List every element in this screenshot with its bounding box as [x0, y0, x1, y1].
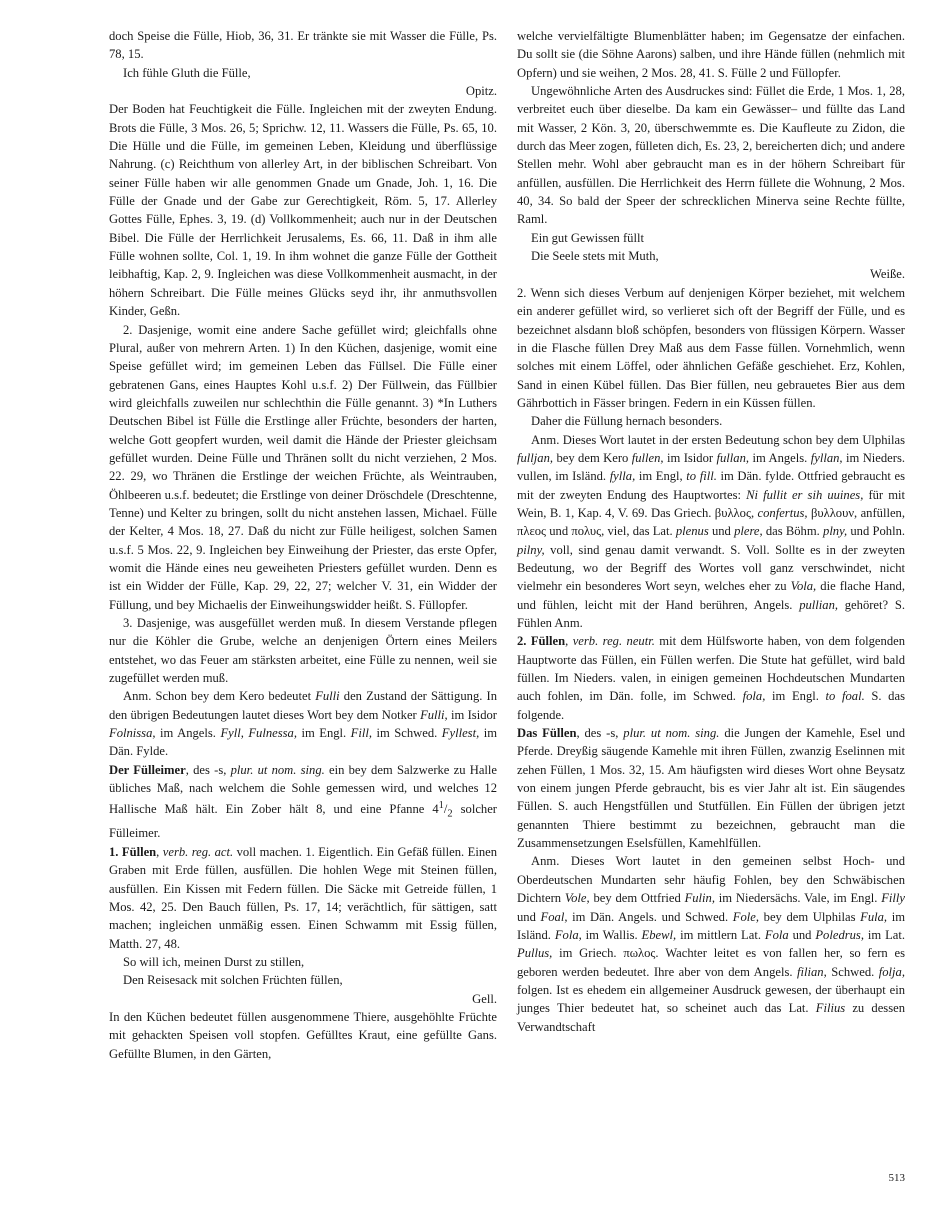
quote-author: Gell.	[472, 991, 497, 1006]
left-column	[109, 27, 497, 1063]
quote-author: Opitz.	[465, 84, 497, 99]
verse-line: Ein gut Gewissen füllt	[531, 230, 644, 245]
verse-line: Den Reisesack mit solchen Früchten füllen,	[123, 973, 343, 988]
paragraph: Daher die Füllung hernach besonders.	[531, 414, 723, 429]
verse-line: Die Seele stets mit Muth,	[531, 249, 659, 264]
verse-line: Ich fühle Gluth die Fülle,	[123, 65, 251, 80]
paragraph: In den Küchen bedeutet füllen ausgenommene Thiere, ausgehöhlte Früchte mit gehackten Speisen voll stopfen. Gefülltes Kraut, eine gefüllte Gans. Gefüllte Blumen, in den Gärten,	[109, 1009, 497, 1061]
paragraph: Ungewöhnliche Arten des Ausdruckes sind: Füllet die Erde, 1 Mos. 1, 28, verbreitet euch über dieselbe. Da kam ein Gewässer– und füllte das Land mit Wasser, 2 Kön. 3, 20, überschwemmte es. Die Kaufleute zu Zidon, die durch das Meer zogen, fülleten dich, Es. 23, 2, bereicherten dich; und andere Stellen mehr. Wohl aber gebraucht man es in der höhern Schreibart für anfüllen, ausfüllen. Die Herrlichkeit des Herrn füllete die Wohnung, 2 Mos. 40, 34. So bald der Speer der schrecklichen Minerva seine Rechte füllte, Raml.	[517, 84, 905, 227]
right-column	[517, 27, 905, 1036]
paragraph: doch Speise die Fülle, Hiob, 36, 31. Er tränkte sie mit Wasser die Fülle, Ps. 78, 15.	[109, 29, 497, 62]
quote-author: Weiße.	[869, 267, 905, 282]
paragraph: 2. Füllen, verb. reg. neutr. mit dem Hülfsworte haben, von dem folgenden Hauptworte das Füllen, ein Füllen werfen. Die Stute hat gefüllet, wird bald füllen. Im Nieders. valen, in einigen gemeinen Hochdeutschen Mundarten auch fohlen, im Dän. folle, im Schwed. fola, im Engl. to foal. S. das folgende.	[517, 634, 906, 722]
page-number: 513	[888, 1172, 905, 1184]
paragraph: Der Boden hat Feuchtigkeit die Fülle. Ingleichen mit der zweyten Endung. Brots die Fülle, 3 Mos. 26, 5; Sprichw. 12, 11. Wassers die Fülle, Ps. 65, 10. Die Hülle und die Fülle, im gemeinen Leben, Kleidung und überflüssige Nahrung. (c) Reichthum von allerley Art, in der biblischen Schreibart. Von seiner Fülle haben wir alle genommen Gnade um Gnade, Joh. 1, 16. Die Fülle der Gnade und der Gabe zur Gerechtigkeit, Röm. 5, 17. Allerley Gottes Fülle, Ephes. 3, 19. (d) Vollkommenheit; auch nur in der Deutschen Bibel. Die Fülle der Herrlichkeit Jerusalems, Es. 66, 11. Daß in ihm alle Fülle wohnen sollte, Col. 1, 19. In ihm wohnet die ganze Fülle der Gottheit leibhaftig, Kap. 2, 9. Ingleichen was diese Vollkommenheit ausmacht, in der höhern Schreibart. Die Fülle meines Glücks seyd ihr, ihr anmuthsvollen Kinder, Geßn.	[109, 102, 497, 319]
paragraph: Anm. Dieses Wort lautet in den gemeinen selbst Hoch- und Oberdeutschen Mundarten sehr häufig Fohlen, bey den Schwäbischen Dichtern Vole, bey dem Ottfried Fulin, im Niedersächs. Vale, im Engl. Filly und Foal, im Dän. Angels. und Schwed. Fole, bey dem Ulphilas Fula, im Isländ. Fola, im Wallis. Ebewl, im mittlern Lat. Fola und Poledrus, im Lat. Pullus, im Griech. πωλος. Wachter leitet es von fallen her, so fern es geboren werden bedeutet. Ihre aber von dem Angels. filian, Schwed. folja, folgen. Ist es ehedem ein allgemeiner Ausdruck gewesen, der überhaupt ein junges Thier bedeutet hat, so scheinet auch das Lat. Filius zu dessen Verwandtschaft	[517, 854, 906, 1034]
paragraph: 2. Dasjenige, womit eine andere Sache gefüllet wird; gleichfalls ohne Plural, außer von mehrern Arten. 1) In den Küchen, dasjenige, womit eine Speise gefüllet wird; im gemeinen Leben das Füllsel. Die Fülle einer gebratenen Gans, eines Hauptes Kohl u.s.f. 2) Der Füllwein, das Füllbier wird gleichfalls zuweilen nur schlechthin die Fülle genannt. 3) *In Luthers Deutschen Bibel ist Fülle die Erstlinge aller Früchte, besonders der harten, welche Gott geopfert wurden, weil damit die Hände der Priester gleichsam gefüllet wurden. Deine Fülle und Thränen sollt du nicht verziehen, 2 Mos. 22. 29, wo Thränen die Erstlinge der weichen Früchte, als Weintrauben, Öhlbeeren u.s.f. bedeutet; die Erstlinge von deiner Dröschdele (Dreschtenne, Tenne) und Kelter zu bringen, sollt du nicht anstehen lassen, Michael. Fülle der Kelter, 4 Mos. 18, 27. Daß du nicht zur Fülle heiligest, solchen Samen u.s.f. 5 Mos. 22, 9. Ingleichen bey Einweihung der Priester, das erste Opfer, womit die Hände eines neu geweiheten Priesters gefüllet wurden. Denn es ist ein Widder der Fülle, Kap. 29, 22, 27; welcher V. 31, ein Widder der Füllung, und bey Michaelis der Einweihungswidder heißt. S. Füllopfer.	[109, 322, 497, 612]
paragraph: 2. Wenn sich dieses Verbum auf denjenigen Körper beziehet, mit welchem ein anderer gefüllet wird, so verlieret sich oft der Begriff der Fülle, und es bezeichnet alsdann bloß schöpfen, besonders von flüssigen Körpern. Wasser in die Flasche füllen Drey Maß aus dem Fasse füllen. Vornehmlich, wenn solches mit einem Löffel, oder ähnlichen Gefäße geschiehet. Erz, Kohlen, Sand in einen Kübel füllen. Das Bier füllen, neu gebrauetes Bier aus dem Gährbottich in Fässer bringen. Federn in ein Küssen füllen.	[517, 285, 905, 410]
paragraph: Der Fülleimer, des -s, plur. ut nom. sing. ein bey dem Salzwerke zu Halle übliches Maß, nach welchem die Sohle gemessen wird, und welches 12 Hallische Maß hält. Ein Zober hält 8, und eine Pfanne $4^1/_2$ solcher Fülleimer.	[109, 762, 498, 841]
paragraph: 1. Füllen, verb. reg. act. voll machen. 1. Eigentlich. Ein Gefäß füllen. Einen Graben mit Erde füllen, ausfüllen. Die hohlen Wege mit Steinen füllen, ausfüllen. Ein Kissen mit Federn füllen. Die Säcke mit Getreide füllen, 1 Mos. 42, 25. Den Bauch füllen, Ps. 17, 14; verächtlich, für sättigen, satt machen; ingleichen unmäßig essen. Einen Schwamm mit Essig füllen, Matth. 27, 48.	[109, 844, 498, 951]
paragraph: welche vervielfältigte Blumenblätter haben; im Gegensatze der einfachen. Du sollt sie (die Söhne Aarons) salben, und ihre Hände füllen (nehmlich mit Opfern) und sie weihen, 2 Mos. 28, 41. S. Fülle 2 und Füllopfer.	[517, 29, 905, 80]
paragraph: 3. Dasjenige, was ausgefüllet werden muß. In diesem Verstande pflegen nur die Köhler die Grube, welche an denjenigen Örtern eines Meilers entstehet, wo das Feuer am stärksten arbeitet, eine Fülle zu nennen, weil sie zugefüllet werden muß.	[109, 616, 497, 686]
paragraph: Anm. Dieses Wort lautet in der ersten Bedeutung schon bey dem Ulphilas fulljan, bey dem Kero fullen, im Isidor fullan, im Angels. fyllan, im Nieders. vullen, im Isländ. fylla, im Engl, to fill. im Dän. fylde. Ottfried gebraucht es mit der zweyten Endung des Hauptwortes: Ni fullit er sih uuines, für mit Wein, B. 1, Kap. 4, V. 69. Das Griech. βυλλος, confertus, βυλλουν, anfüllen, πλεος und πολυς, viel, das Lat. plenus und plere, das Böhm. plny, und Pohln. pilny, voll, sind genau damit verwandt. S. Voll. Sollte es in der zweyten Bedeutung, wo der Begriff des Wortes voll ganz verschwindet, nicht vielmehr ein besonderes Wort seyn, welches eher zu Vola, die flache Hand, und fühlen, leicht mit der Hand berühren, Angels. pullian, gehöret? S. Fühlen Anm.	[517, 432, 906, 630]
paragraph: Anm. Schon bey dem Kero bedeutet Fulli den Zustand der Sättigung. In den übrigen Bedeutungen lautet dieses Wort bey dem Notker Fulli, im Isidor Folnissa, im Angels. Fyll, Fulnessa, im Engl. Fill, im Schwed. Fyllest, im Dän. Fylde.	[109, 689, 497, 759]
verse-line: So will ich, meinen Durst zu stillen,	[123, 954, 305, 969]
paragraph: Das Füllen, des -s, plur. ut nom. sing. die Jungen der Kamehle, Esel und Pferde. Dreyßig säugende Kamehle mit ihren Füllen, zwanzig Eselinnen mit zehen Füllen, 1 Mos. 32, 15. Am häufigsten wird dieses Wort ohne Beysatz von einem jungen Pferde gebraucht, bis es vier Jahr alt ist. Ein säugendes Füllen. S. auch Hengstfüllen und Stutfüllen. Ein Füllen der übrigen jetzt genannten Thiere bestimmt zu bezeichnen, gebraucht man die Zusammensetzungen Eselsfüllen, Kamehlfüllen.	[517, 726, 906, 851]
